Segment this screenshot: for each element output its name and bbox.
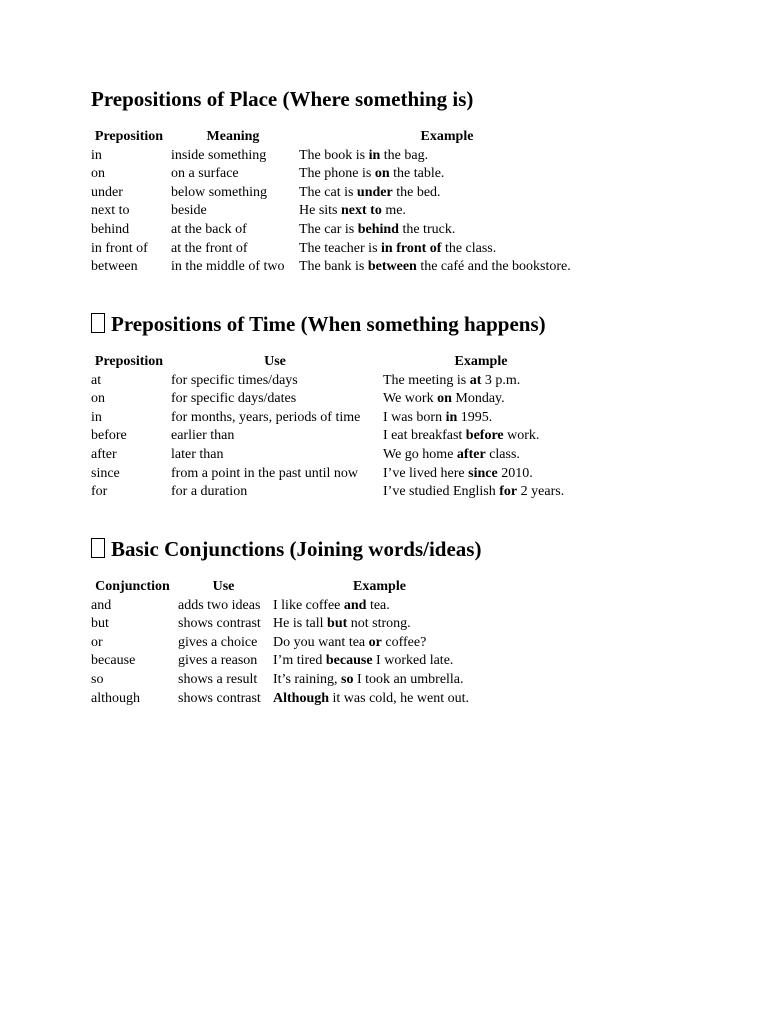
example-text: I worked late. — [372, 653, 454, 669]
example-highlight: but — [327, 616, 348, 632]
example-text: the table. — [389, 166, 445, 182]
meaning-cell: at the back of — [171, 221, 247, 237]
example-text: We go home — [383, 446, 457, 462]
term-cell: in — [91, 147, 102, 163]
col-header-conjunction: Conjunction — [95, 579, 170, 594]
example-text: the bed. — [392, 184, 441, 200]
meaning-cell: inside something — [171, 147, 267, 163]
col-header-use: Use — [264, 354, 286, 369]
meaning-cell: adds two ideas — [178, 597, 261, 613]
term-cell: or — [91, 634, 103, 650]
table-row — [89, 240, 597, 259]
example-text: the truck. — [398, 221, 456, 237]
example-text: I took an umbrella. — [353, 671, 464, 687]
example-cell — [297, 258, 597, 277]
example-text: I eat breakfast — [383, 428, 466, 444]
example-text: not strong. — [347, 616, 411, 632]
meaning-cell: gives a reason — [178, 653, 258, 669]
table-row — [89, 615, 488, 634]
conjunctions-table-body — [89, 597, 488, 709]
example-text: I’ve studied English — [383, 484, 500, 500]
table-row — [89, 409, 581, 428]
table-row — [89, 465, 581, 484]
meaning-cell: in the middle of two — [171, 259, 285, 275]
col-header-preposition: Preposition — [94, 129, 164, 144]
example-text: The teacher is — [299, 240, 382, 256]
example-cell — [381, 390, 581, 409]
term-cell: between — [91, 259, 138, 275]
table-row — [89, 427, 581, 446]
table-header-row — [89, 128, 597, 147]
example-cell — [271, 690, 488, 709]
table-row — [89, 372, 581, 391]
example-text: It’s raining, — [273, 671, 342, 687]
example-cell — [297, 165, 597, 184]
missing-glyph-icon — [91, 313, 105, 333]
term-cell: although — [91, 690, 140, 706]
example-highlight: at — [469, 372, 482, 388]
meaning-cell: for specific times/days — [171, 372, 298, 388]
example-highlight: between — [367, 259, 417, 275]
term-cell: since — [91, 465, 120, 481]
term-cell: before — [91, 428, 127, 444]
meaning-cell: for specific days/dates — [171, 391, 297, 407]
example-text: The book is — [299, 147, 369, 163]
example-text: the bag. — [380, 147, 429, 163]
example-text: The bank is — [299, 259, 368, 275]
example-text: tea. — [366, 597, 390, 613]
table-row — [89, 690, 488, 709]
meaning-cell: earlier than — [171, 428, 235, 444]
term-cell: and — [91, 597, 112, 613]
col-header-use: Use — [212, 579, 235, 594]
example-text: We work — [383, 391, 438, 407]
example-text: I like coffee — [273, 597, 344, 613]
term-cell: in front of — [91, 240, 148, 256]
example-cell — [271, 597, 488, 616]
example-text: class. — [485, 446, 520, 462]
example-cell — [271, 634, 488, 653]
example-text: 2 years. — [517, 484, 565, 500]
example-text: The meeting is — [383, 372, 470, 388]
example-cell — [381, 372, 581, 391]
table-row — [89, 184, 597, 203]
term-cell: on — [91, 166, 105, 182]
table-row — [89, 258, 597, 277]
example-text: coffee? — [381, 634, 427, 650]
example-highlight: for — [499, 484, 518, 500]
table-row — [89, 671, 488, 690]
meaning-cell: beside — [171, 203, 207, 219]
term-cell: in — [91, 409, 102, 425]
example-cell — [381, 465, 581, 484]
term-cell: but — [91, 616, 109, 632]
example-cell — [381, 483, 581, 502]
term-cell: under — [91, 184, 123, 200]
place-table — [89, 128, 597, 277]
table-row — [89, 202, 597, 221]
example-text: it was cold, he went out. — [329, 690, 470, 706]
time-table-body — [89, 372, 581, 502]
example-text: The cat is — [299, 184, 357, 200]
example-cell — [297, 147, 597, 166]
example-text: 2010. — [497, 465, 533, 481]
example-highlight: since — [468, 465, 498, 481]
table-row — [89, 147, 597, 166]
example-text: me. — [381, 203, 406, 219]
term-cell: after — [91, 446, 117, 462]
example-text: the class. — [441, 240, 497, 256]
example-highlight: in — [368, 147, 381, 163]
example-highlight: after — [456, 446, 486, 462]
missing-glyph-icon — [91, 538, 105, 558]
meaning-cell: from a point in the past until now — [171, 465, 359, 481]
example-text: 3 p.m. — [481, 372, 521, 388]
conjunctions-table — [89, 578, 488, 708]
example-highlight: and — [343, 597, 367, 613]
term-cell: so — [91, 671, 104, 687]
term-cell: for — [91, 484, 108, 500]
example-text: The car is — [299, 221, 358, 237]
example-highlight: so — [341, 671, 354, 687]
term-cell: behind — [91, 221, 130, 237]
example-text: He sits — [299, 203, 341, 219]
term-cell: at — [91, 372, 102, 388]
section-title-place — [91, 86, 473, 112]
example-cell — [381, 409, 581, 428]
meaning-cell: below something — [171, 184, 268, 200]
example-text: The phone is — [299, 166, 375, 182]
table-row — [89, 165, 597, 184]
table-header-row — [89, 578, 488, 597]
meaning-cell: gives a choice — [178, 634, 258, 650]
col-header-example: Example — [420, 129, 474, 144]
example-highlight: behind — [357, 221, 399, 237]
example-cell — [381, 446, 581, 465]
section-title-text: Prepositions of Time (When something happens) — [111, 312, 546, 336]
example-text: I was born — [383, 409, 446, 425]
example-highlight: in front of — [381, 240, 442, 256]
section-title-text: Prepositions of Place (Where something is) — [91, 87, 474, 111]
example-cell — [271, 652, 488, 671]
meaning-cell: shows contrast — [178, 616, 261, 632]
table-row — [89, 390, 581, 409]
example-highlight: Although — [273, 690, 330, 706]
example-text: I’m tired — [273, 653, 326, 669]
table-row — [89, 597, 488, 616]
example-text: He is tall — [273, 616, 328, 632]
meaning-cell: shows contrast — [178, 690, 261, 706]
example-highlight: in — [445, 409, 458, 425]
meaning-cell: for months, years, periods of time — [171, 409, 361, 425]
example-text: 1995. — [457, 409, 493, 425]
example-highlight: under — [356, 184, 393, 200]
table-row — [89, 634, 488, 653]
meaning-cell: shows a result — [178, 671, 258, 687]
example-text: the café and the bookstore. — [416, 259, 571, 275]
table-row — [89, 446, 581, 465]
term-cell: because — [91, 653, 136, 669]
example-cell — [297, 240, 597, 259]
col-header-preposition: Preposition — [94, 354, 164, 369]
term-cell: next to — [91, 203, 130, 219]
table-row — [89, 221, 597, 240]
time-table — [89, 353, 581, 502]
table-header-row — [89, 353, 581, 372]
example-highlight: on — [437, 391, 452, 407]
meaning-cell: on a surface — [171, 166, 239, 182]
col-header-example: Example — [353, 579, 406, 594]
example-text: Do you want tea — [273, 634, 369, 650]
example-highlight: because — [325, 653, 373, 669]
meaning-cell: for a duration — [171, 484, 248, 500]
table-row — [89, 652, 488, 671]
table-row — [89, 483, 581, 502]
example-highlight: on — [374, 166, 390, 182]
example-highlight: before — [465, 428, 504, 444]
meaning-cell: at the front of — [171, 240, 248, 256]
example-cell — [297, 184, 597, 203]
meaning-cell: later than — [171, 446, 224, 462]
example-cell — [381, 427, 581, 446]
section-title-time — [91, 311, 546, 337]
term-cell: on — [91, 391, 105, 407]
example-cell — [297, 221, 597, 240]
section-title-text: Basic Conjunctions (Joining words/ideas) — [111, 537, 482, 561]
col-header-meaning: Meaning — [206, 129, 260, 144]
example-text: work. — [503, 428, 540, 444]
example-cell — [271, 615, 488, 634]
place-table-body — [89, 147, 597, 277]
example-highlight: or — [368, 634, 382, 650]
example-highlight: next to — [341, 203, 382, 219]
section-title-conjunctions — [91, 536, 481, 562]
example-cell — [271, 671, 488, 690]
example-cell — [297, 202, 597, 221]
example-text: Monday. — [451, 391, 505, 407]
example-text: I’ve lived here — [383, 465, 469, 481]
col-header-example: Example — [454, 354, 508, 369]
